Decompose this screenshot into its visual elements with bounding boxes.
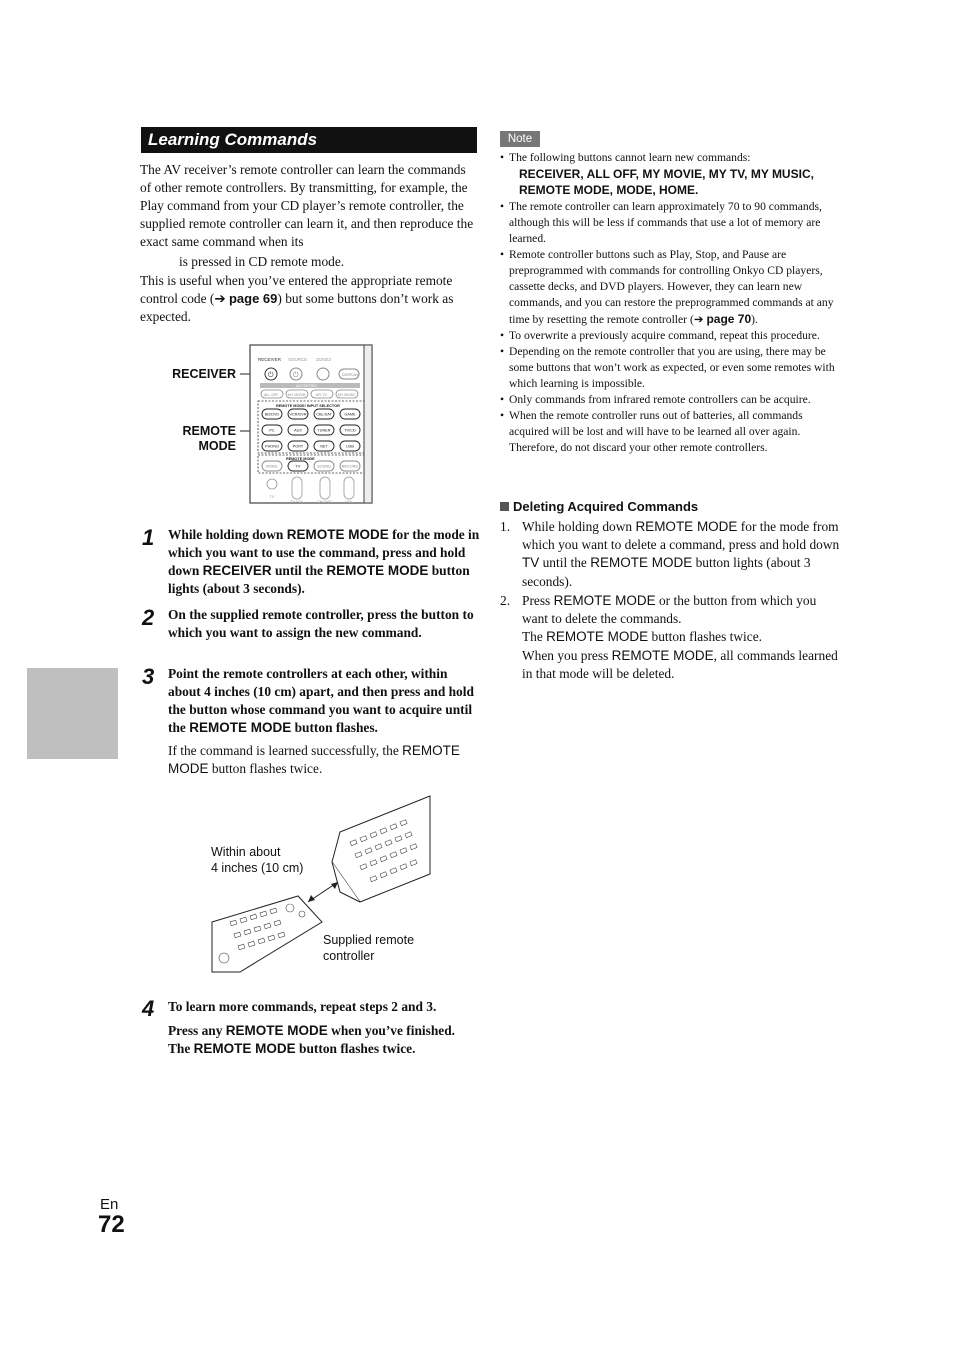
note-list (500, 150, 840, 456)
note-item: • To overwrite a previously acquire command, repeat this procedure. (500, 329, 820, 342)
fig-label-activities: ACTIVITIES (296, 384, 317, 388)
page-language: En (100, 1196, 119, 1213)
fig-btn-usb: USB (346, 444, 354, 449)
fig-btn-cbl-sat: CBL/SAT (316, 412, 332, 417)
deleting-step-1: 1. While holding down REMOTE MODE for the mode from which you want to delete a command, press and hold down TV until the REMOTE MODE button lights (about 3 seconds). (500, 519, 840, 589)
fig-btn-mode: MODE (266, 464, 278, 469)
step-1-text: While holding down REMOTE MODE for the mode in which you want to use the command, press and hold down RECEIVER until the REMOTE MODE button lights (about 3 seconds). (168, 527, 480, 596)
fig-label-vol: VOL (345, 500, 353, 504)
label-remote-mode: REMOTE MODE (182, 424, 236, 453)
note-item: • Remote controller buttons such as Play, Stop, and Pause are preprogrammed with commands for controlling Onkyo CD players, cassette decks, and DVD players. However, they can learn new commands, and you can restore the preprogrammed commands at any time by resetting the remote controller (➔ page 70). (500, 248, 834, 326)
fig-label-ch-disc: CH DISC (317, 500, 333, 504)
fig-btn-port: PORT (292, 444, 304, 449)
square-bullet-icon (500, 502, 509, 511)
note-item: • Depending on the remote controller that you are using, there may be some buttons that won’t work as expected, or even some remotes with which learning is impossible. (500, 345, 835, 390)
note-item: • The following buttons cannot learn new commands: RECEIVER, ALL OFF, MY MOVIE, MY TV, MY MUSIC, REMOTE MODE, MODE, HOME. (500, 151, 814, 197)
fig-label-receiver: RECEIVER (258, 357, 282, 362)
intro-paragraph-1-cont: is pressed in CD remote mode. (179, 254, 345, 269)
step-3-number: 3 (142, 664, 155, 689)
fig-btn-aux: AUX (294, 428, 302, 433)
page-70-link[interactable]: page 70 (706, 312, 752, 326)
fig-btn-net: NET (320, 444, 328, 449)
svg-text:⏻: ⏻ (268, 371, 274, 379)
fig-btn-vcr-dvr: VCR/DVR (289, 412, 307, 417)
caption-distance: Within about 4 inches (10 cm) (211, 845, 304, 875)
step-2-number: 2 (142, 605, 155, 630)
remote-controller-figure (236, 343, 376, 505)
fig-btn-my-music: MY MUSIC (338, 393, 356, 397)
fig-label-remote-mode: REMOTE MODE (286, 457, 315, 461)
step-2-text: On the supplied remote controller, press the button to which you want to assign the new command. (168, 607, 474, 640)
fig-btn-game: GAME (344, 412, 356, 417)
step-1-number: 1 (142, 525, 155, 550)
fig-label-display: DISPLAY (342, 372, 359, 377)
deleting-title: Deleting Acquired Commands (500, 499, 698, 514)
fig-btn-tuner: TUNER (317, 428, 331, 433)
fig-btn-tv-cd: TV/CD (344, 428, 356, 433)
fig-btn-my-tv: MY TV (316, 393, 327, 397)
zone2-button (317, 368, 329, 380)
fig-btn-all-off: ALL OFF (264, 393, 279, 397)
intro-paragraph-2: This is useful when you’ve entered the appropriate remote control code (➔ page 69) but some buttons don’t work as expected. (140, 273, 454, 324)
step-4-number: 4 (142, 996, 155, 1021)
caption-supplied-remote: Supplied remote controller (323, 933, 415, 963)
note-badge: Note (500, 131, 540, 147)
fig-btn-my-movie: MY MOVIE (288, 393, 306, 397)
step-3-text: Point the remote controllers at each other, within about 4 inches (10 cm) apart, and then press and hold the button whose command you want to acquire until the REMOTE MODE button flashes. (168, 666, 474, 735)
step-3-subtext: If the command is learned successfully, the REMOTE MODE button flashes twice. (168, 743, 460, 776)
intro-text (140, 161, 480, 326)
page-number: 72 (98, 1211, 125, 1238)
fig-label-source: SOURCE (288, 357, 308, 362)
note-item: • The remote controller can learn approximately 70 to 90 commands, although this will be less if commands that use a lot of memory are learned. (500, 200, 822, 245)
note-item: • When the remote controller runs out of batteries, all commands acquired will be lost and will have to be learned all over again. Therefore, do not discard your other remote controllers. (500, 409, 803, 454)
page-link[interactable]: page 69 (228, 291, 278, 306)
fig-btn-tv: TV (295, 464, 301, 469)
fig-btn-record: RECORD (341, 464, 359, 469)
note-item: • Only commands from infrared remote controllers can be acquire. (500, 393, 811, 406)
fig-label-tv: TV (269, 495, 275, 499)
step-4-text: To learn more commands, repeat steps 2 and 3. Press any REMOTE MODE when you’ve finished. The REMOTE MODE button flashes twice. (168, 999, 456, 1056)
side-tab (27, 668, 118, 759)
intro-paragraph-1: The AV receiver’s remote controller can learn the commands of other remote controllers. By transmitting, for example, the Play command from your CD player’s remote controller, the supplied remote controller can learn it, and then reproduce the exact same command when its (140, 162, 474, 249)
label-receiver: RECEIVER (172, 367, 236, 381)
fig-label-zone2: ZONE2 (316, 357, 332, 362)
fig-label-tv-vol: TV VOL (290, 500, 304, 504)
fig-label-selector: REMOTE MODE/ INPUT SELECTOR (276, 404, 340, 408)
fig-btn-phono: PHONO (265, 444, 279, 449)
fig-btn-pc: PC (269, 428, 275, 433)
svg-text:⏻: ⏻ (293, 371, 299, 379)
deleting-step-2: 2. Press REMOTE MODE or the button from which you want to delete the commands. The REMOTE MODE button flashes twice. When you press REMOTE MODE, all commands learned in that mode will be deleted. (500, 593, 838, 681)
section-title: Learning Commands (141, 127, 477, 153)
fig-btn-bd-dvd: BD/DVD (264, 412, 280, 417)
fig-btn-sound: SOUND (317, 464, 331, 469)
